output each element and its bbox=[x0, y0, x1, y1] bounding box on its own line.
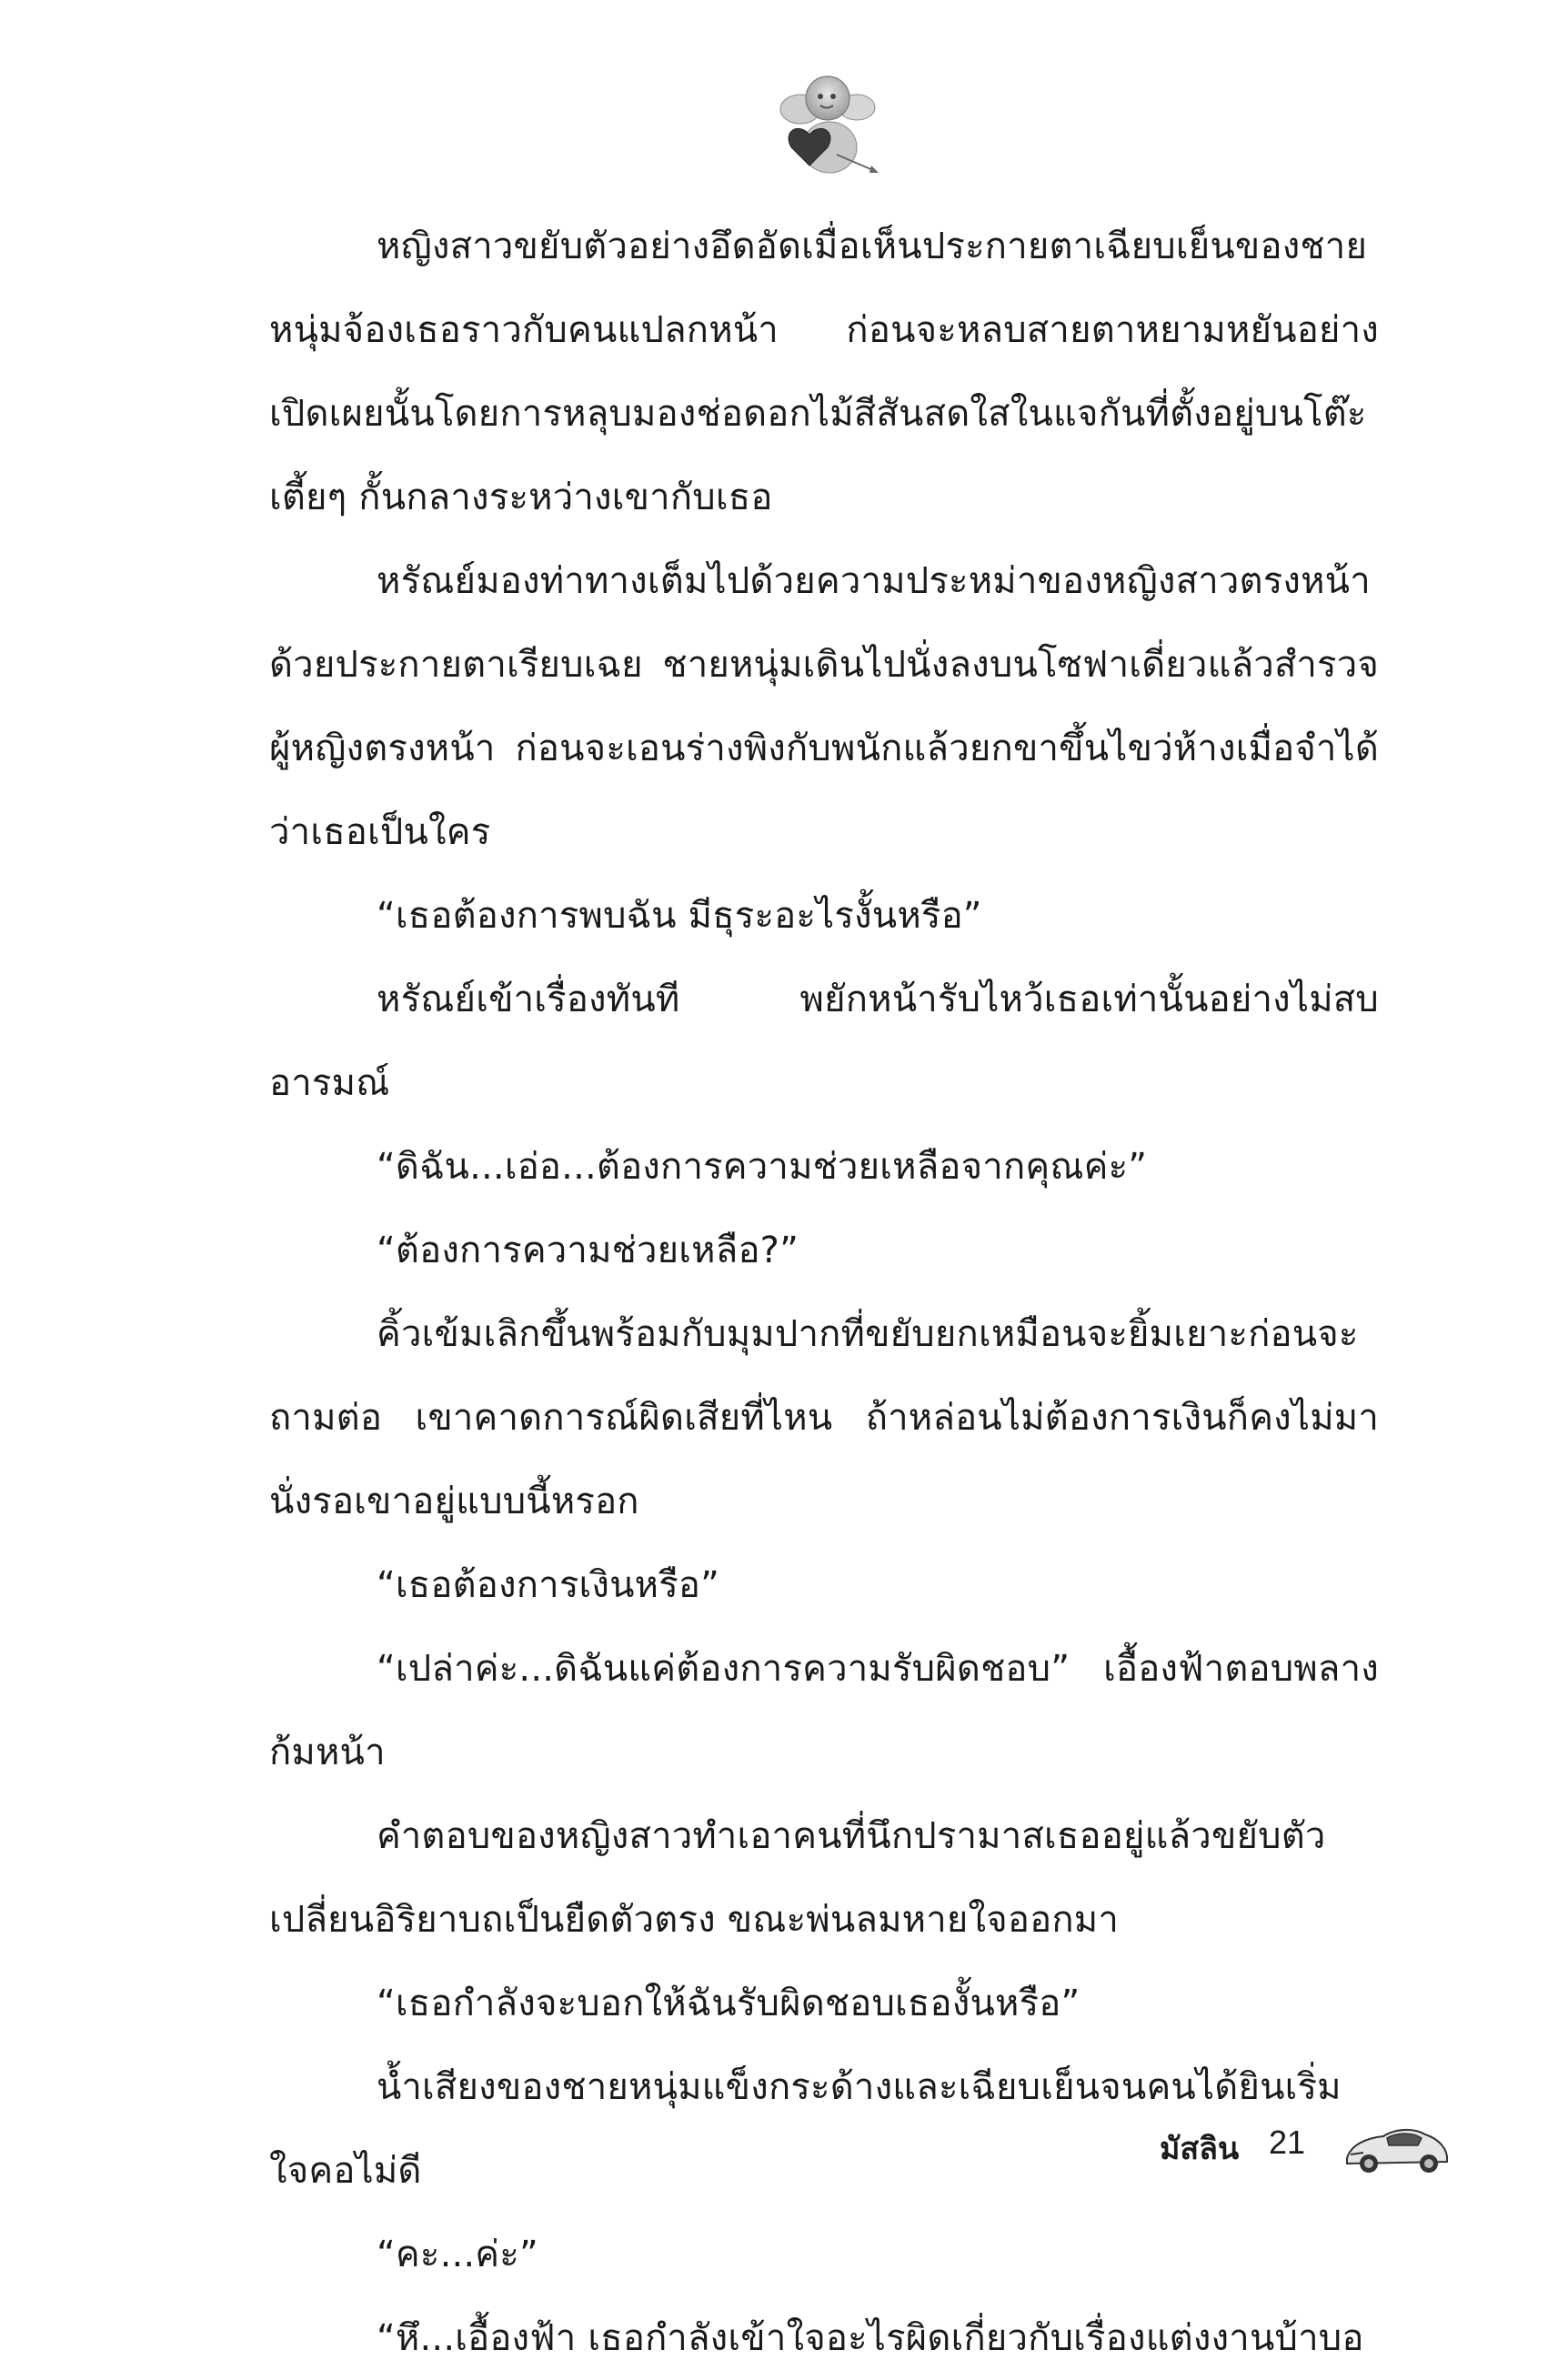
cupid-heart-icon bbox=[773, 64, 882, 182]
body-text bbox=[269, 205, 1379, 2380]
paragraph: หรัณย์เข้าเรื่องทันที พยักหน้ารับไหว้เธอเท่านั้นอย่างไม่สบอารมณ์ bbox=[269, 979, 1379, 1104]
page-footer bbox=[1137, 2114, 1501, 2187]
paragraph: “เปล่าค่ะ...ดิฉันแค่ต้องการความรับผิดชอบ” เอื้องฟ้าตอบพลางก้มหน้า bbox=[269, 1648, 1379, 1773]
paragraph: “เธอต้องการเงินหรือ” bbox=[377, 1564, 720, 1606]
paragraph: หญิงสาวขยับตัวอย่างอึดอัดเมื่อเห็นประกายตาเฉียบเย็นของชายหนุ่มจ้องเธอราวกับคนแปลกหน้า ก่อนจะหลบสายตาหยามหยันอย่างเปิดเผยนั้นโดยการหลุบมองช่อดอกไม้สีสันสดใสในแจกันที่ตั้งอยู่บนโต๊ะเตี้ยๆ กั้นกลางระหว่างเขากับเธอ bbox=[269, 226, 1379, 518]
paragraph: “เธอต้องการพบฉัน มีธุระอะไรงั้นหรือ” bbox=[377, 895, 982, 937]
paragraph: คิ้วเข้มเลิกขึ้นพร้อมกับมุมปากที่ขยับยกเหมือนจะยิ้มเยาะก่อนจะถามต่อ เขาคาดการณ์ผิดเสียที่ไหน ถ้าหล่อนไม่ต้องการเงินก็คงไม่มานั่งรอเขาอยู่แบบนี้หรอก bbox=[269, 1313, 1379, 1522]
paragraph: “เธอกำลังจะบอกให้ฉันรับผิดชอบเธองั้นหรือ” bbox=[377, 1983, 1081, 2024]
sports-car-icon bbox=[1342, 2114, 1451, 2178]
paragraph: “ดิฉัน...เอ่อ...ต้องการความช่วยเหลือจากคุณค่ะ” bbox=[377, 1146, 1148, 1188]
footer-title: มัสลิน bbox=[1160, 2131, 1240, 2167]
paragraph: คำตอบของหญิงสาวทำเอาคนที่นึกปรามาสเธออยู่แล้วขยับตัวเปลี่ยนอิริยาบถเป็นยืดตัวตรง ขณะพ่นลมหายใจออกมา bbox=[269, 1815, 1326, 1941]
paragraph: “หึ...เอื้องฟ้า เธอกำลังเข้าใจอะไรผิดเกี่ยวกับเรื่องแต่งงานบ้าบอ bbox=[377, 2317, 1364, 2359]
paragraph: “คะ...ค่ะ” bbox=[377, 2234, 538, 2275]
paragraph: “ต้องการความช่วยเหลือ?” bbox=[377, 1230, 799, 1271]
page-number: 21 bbox=[1269, 2124, 1306, 2161]
paragraph: น้ำเสียงของชายหนุ่มแข็งกระด้างและเฉียบเย็นจนคนได้ยินเริ่มใจคอไม่ดี bbox=[269, 2066, 1342, 2192]
paragraph: หรัณย์มองท่าทางเต็มไปด้วยความประหม่าของหญิงสาวตรงหน้าด้วยประกายตาเรียบเฉย ชายหนุ่มเดินไปนั่งลงบนโซฟาเดี่ยวแล้วสำรวจผู้หญิงตรงหน้า ก่อนจะเอนร่างพิงกับพนักแล้วยกขาขึ้นไขว่ห้างเมื่อจำได้ว่าเธอเป็นใคร bbox=[269, 560, 1379, 853]
